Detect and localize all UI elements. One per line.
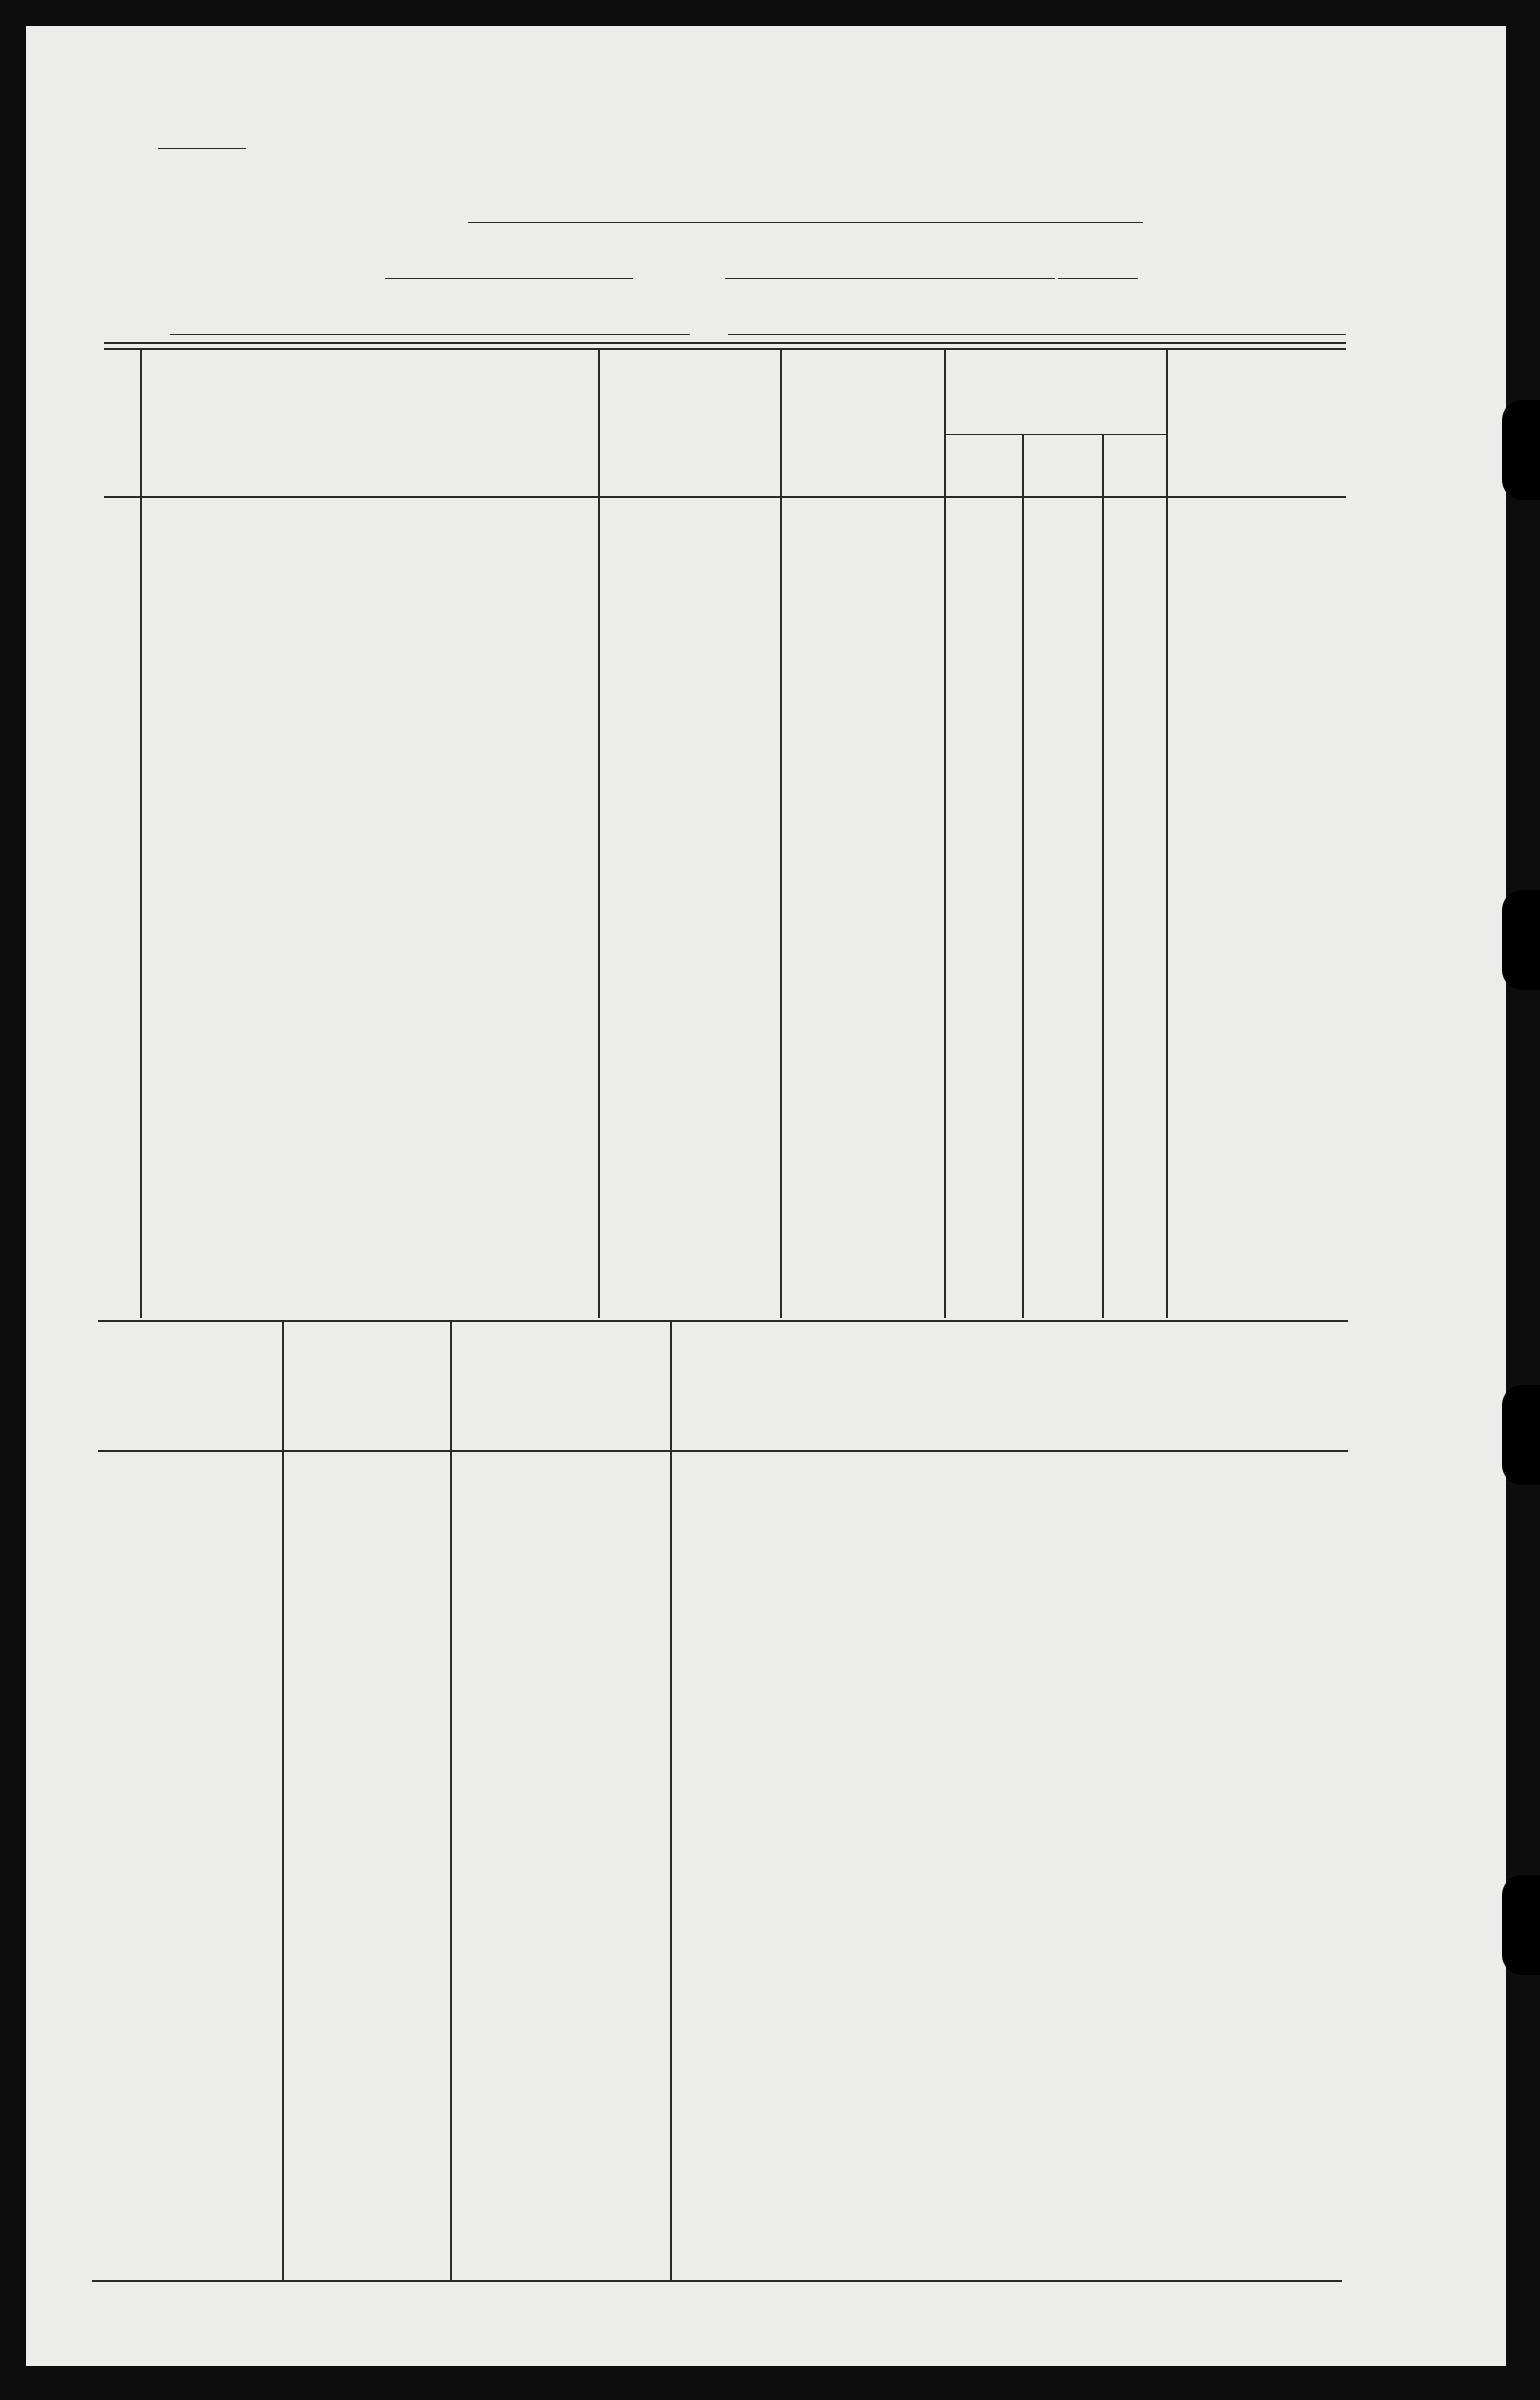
binder-tab: [1502, 400, 1540, 500]
document-sheet: [26, 26, 1506, 2366]
binder-tab: [1502, 890, 1540, 990]
binder-tab: [1502, 1385, 1540, 1485]
binder-tab: [1502, 1875, 1540, 1975]
